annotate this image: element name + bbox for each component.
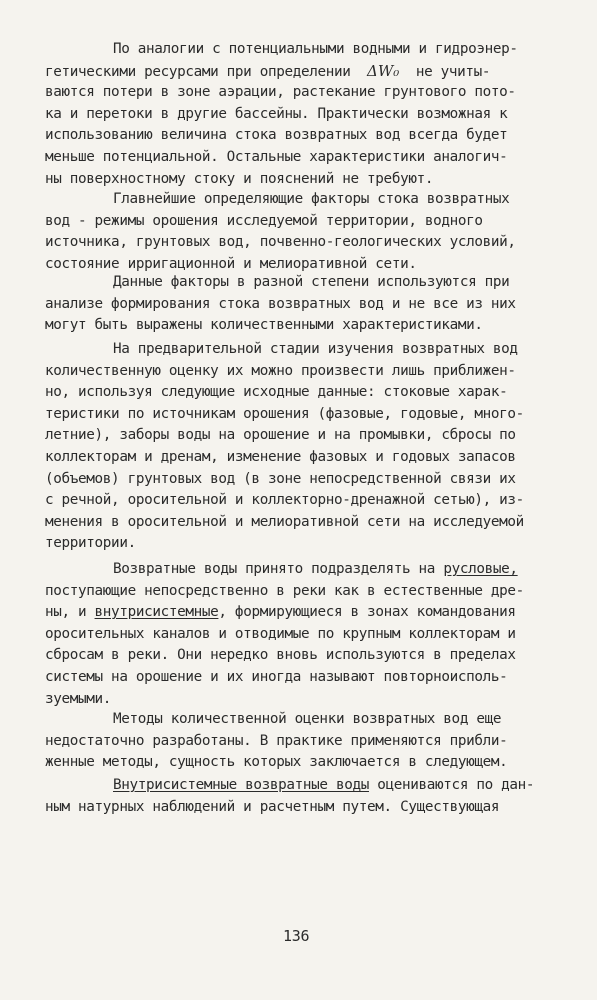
text-run: , формирующиеся в зонах командования — [218, 604, 516, 621]
text-run: По аналогии с потенциальными водными и гидроэнер- — [113, 41, 518, 57]
text-run: менения в оросительной и мелиоративной сети на исследуемой — [45, 513, 524, 530]
text-line — [45, 646, 516, 664]
text-line — [113, 273, 509, 291]
text-line — [45, 690, 111, 708]
text-run: оцениваются по дан- — [368, 777, 535, 793]
underlined-term: русловые, — [443, 561, 518, 577]
underlined-term: внутрисистемные — [94, 604, 219, 621]
text-run: коллекторам и дренам, изменение фазовых и годовых запасов — [45, 449, 516, 465]
text-line — [45, 513, 524, 531]
text-line — [45, 295, 516, 313]
text-run: сбросам в реки. Они нередко вновь используются в пределах — [45, 647, 516, 664]
text-run: поступающие непосредственно в реки как в естественные дре- — [45, 582, 524, 599]
text-line — [45, 625, 516, 643]
text-run: территории. — [45, 535, 136, 552]
text-run: Методы количественной оценки возвратных вод еще — [113, 711, 502, 727]
text-line — [45, 470, 516, 488]
text-line — [113, 710, 501, 728]
text-line — [45, 491, 524, 509]
text-line — [45, 798, 499, 816]
text-run: системы на орошение и их иногда называют повторноисполь- — [45, 669, 508, 685]
text-line — [45, 62, 490, 81]
text-line — [45, 405, 524, 423]
text-run: гетическими ресурсами при определении — [45, 63, 368, 80]
text-line — [45, 212, 483, 230]
text-line — [113, 340, 518, 358]
text-run: оросительных каналов и отводимые по крупным коллекторам и — [45, 625, 516, 642]
text-line — [45, 753, 507, 771]
text-run: анализе формирования стока возвратных вод и не все из них — [45, 295, 516, 312]
text-line — [45, 148, 507, 166]
text-line — [45, 732, 507, 750]
text-run: ка и перетоки в другие бассейны. Практически возможная к — [45, 105, 508, 122]
text-run: летние), заборы воды на орошение и на промывки, сбросы по — [45, 427, 516, 444]
text-line — [113, 560, 518, 578]
text-line — [45, 83, 516, 101]
text-line — [45, 233, 516, 251]
text-run: недостаточно разработаны. В практике применяются прибли- — [45, 732, 508, 749]
text-run: меньше потенциальной. Остальные характеристики аналогич- — [45, 149, 508, 165]
text-run: ны поверхностному стоку и пояснений не требуют. — [45, 170, 434, 187]
text-line — [45, 105, 507, 123]
text-line — [45, 582, 524, 600]
text-run: теристики по источникам орошения (фазовые, годовые, много- — [45, 405, 524, 422]
text-line — [45, 448, 516, 466]
text-line — [45, 255, 417, 273]
text-line — [45, 668, 507, 686]
text-line — [113, 776, 534, 794]
text-run: женные методы, сущность которых заключается в следующем. — [45, 754, 508, 771]
text-run: могут быть выражены количественными характеристиками. — [45, 317, 483, 334]
text-run: ны, и — [45, 604, 95, 621]
text-run: состояние ирригационной и мелиоративной сети. — [45, 255, 417, 272]
text-run: (объемов) грунтовых вод (в зоне непосредственной связи их — [45, 470, 516, 487]
text-line — [45, 534, 136, 552]
handwritten-symbol: ΔW₀ — [367, 61, 400, 80]
text-run: Главнейшие определяющие факторы стока возвратных — [113, 191, 510, 207]
text-run: источника, грунтовых вод, почвенно-геологических условий, — [45, 234, 516, 251]
text-run: Возвратные воды принято подразделять на — [113, 561, 444, 577]
text-line — [45, 316, 483, 334]
text-line — [45, 126, 507, 144]
text-line — [45, 170, 433, 188]
text-run: ным натурных наблюдений и расчетным путем. Существующая — [45, 798, 500, 815]
text-run: количественную оценку их можно произвести лишь приближен- — [45, 362, 516, 379]
text-run: На предварительной стадии изучения возвратных вод — [113, 341, 518, 357]
page-number: 136 — [283, 927, 310, 945]
text-line — [45, 603, 516, 621]
text-line — [45, 426, 516, 444]
text-line — [113, 40, 518, 58]
text-run: но, используя следующие исходные данные: стоковые харак- — [45, 384, 508, 401]
text-run: зуемыми. — [45, 690, 112, 707]
text-line — [45, 383, 507, 401]
text-run: ваются потери в зоне аэрации, растекание грунтового пото- — [45, 84, 516, 101]
text-run: не учиты- — [399, 63, 491, 80]
text-run: использованию величина стока возвратных вод всегда будет — [45, 127, 508, 144]
text-run: с речной, оросительной и коллекторно-дренажной сетью), из- — [45, 492, 524, 509]
text-line — [45, 362, 516, 380]
text-line — [113, 190, 509, 208]
underlined-term: Внутрисистемные возвратные воды — [113, 777, 369, 793]
text-run: вод - режимы орошения исследуемой территории, водного — [45, 212, 483, 229]
text-run: Данные факторы в разной степени используются при — [113, 274, 510, 290]
